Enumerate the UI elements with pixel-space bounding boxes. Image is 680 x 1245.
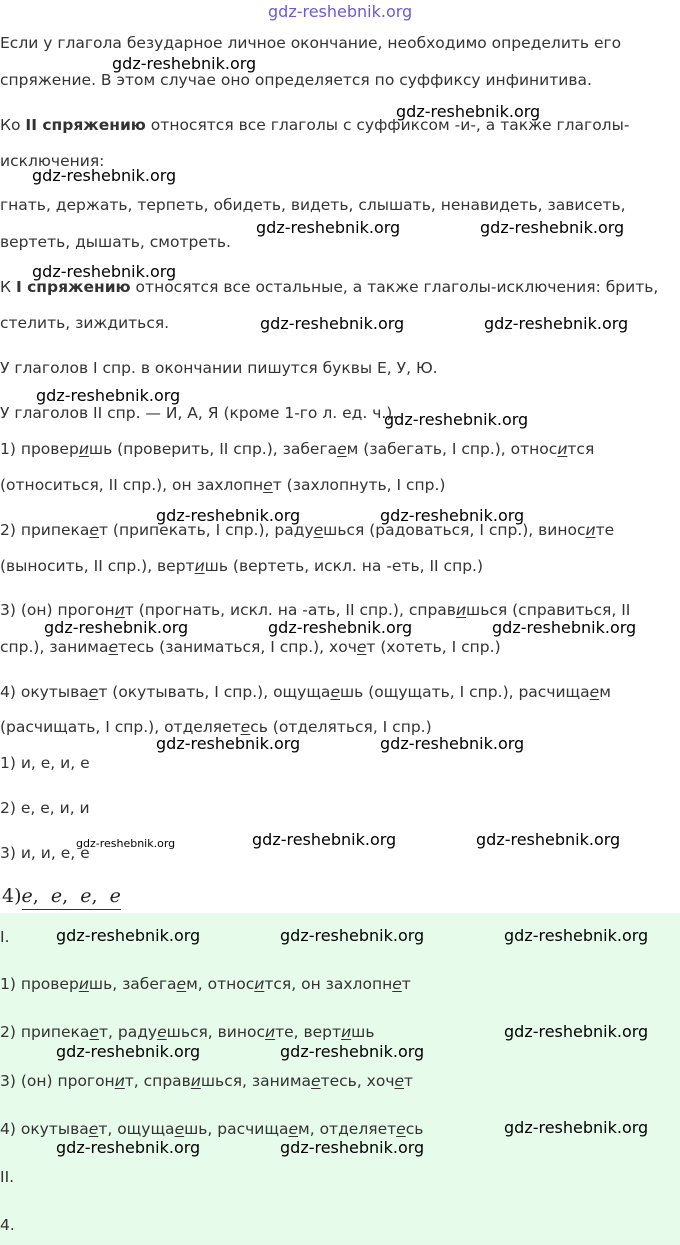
rule-paragraph-2-line-2: исключения: — [0, 152, 105, 170]
section-heading-ii: II. — [0, 1168, 15, 1186]
rule-paragraph-2: Ко II спряжению относятся все глаголы с суффиксом -и-, а также глаголы- — [0, 116, 630, 134]
watermark: gdz-reshebnik.org — [112, 54, 257, 73]
watermark: gdz-reshebnik.org — [156, 734, 301, 753]
section-heading-i: I. — [0, 928, 10, 946]
exception-list-line-2: вертеть, дышать, смотреть. — [0, 233, 231, 251]
answer-3: 3) и, и, е, е — [0, 844, 90, 862]
watermark: gdz-reshebnik.org — [56, 926, 201, 945]
example-1: 1) проверишь (проверить, II спр.), забегаем (забегать, I спр.), относится — [0, 440, 595, 458]
exception-list: гнать, держать, терпеть, обидеть, видеть, слышать, ненавидеть, зависеть, — [0, 196, 626, 214]
watermark: gdz-reshebnik.org — [32, 262, 177, 281]
watermark: gdz-reshebnik.org — [504, 926, 649, 945]
watermark: gdz-reshebnik.org — [36, 386, 181, 405]
rule-paragraph-4-line-2: стелить, зиждиться. — [0, 314, 170, 332]
watermark: gdz-reshebnik.org — [504, 1022, 649, 1041]
watermark-top: gdz-reshebnik.org — [268, 2, 413, 21]
example-3: 3) (он) прогонит (прогнать, искл. на -ать, II спр.), справишься (справиться, II — [0, 601, 631, 619]
rule-paragraph-1: Если у глагола безударное личное окончание, необходимо определить его — [0, 34, 622, 52]
watermark: gdz-reshebnik.org — [156, 506, 301, 525]
rule-paragraph-4: К I спряжению относятся все остальные, а также глаголы-исключения: брить, — [0, 278, 659, 296]
watermark: gdz-reshebnik.org — [484, 314, 629, 333]
watermark: gdz-reshebnik.org — [384, 410, 529, 429]
example-4: 4) окутывает (окутывать, I спр.), ощущаешь (ощущать, I спр.), расчищаем — [0, 683, 611, 701]
watermark: gdz-reshebnik.org — [44, 618, 189, 637]
example-4-line-2: (расчищать, I спр.), отделяетесь (отделяться, I спр.) — [0, 718, 432, 736]
watermark: gdz-reshebnik.org — [252, 830, 397, 849]
rule-paragraph-5: У глаголов I спр. в окончании пишутся буквы Е, У, Ю. — [0, 359, 438, 377]
watermark: gdz-reshebnik.org — [280, 926, 425, 945]
watermark: gdz-reshebnik.org — [56, 1138, 201, 1157]
watermark: gdz-reshebnik.org — [260, 314, 405, 333]
watermark: gdz-reshebnik.org — [504, 1118, 649, 1137]
example-2: 2) припекает (припекать, I спр.), радуешься (радоваться, I спр.), виносите — [0, 521, 615, 539]
watermark: gdz-reshebnik.org — [32, 166, 177, 185]
watermark: gdz-reshebnik.org — [492, 618, 637, 637]
example-2-line-2: (выносить, II спр.), вертишь (вертеть, искл. на -еть, II спр.) — [0, 557, 484, 575]
example-1-line-2: (относиться, II спр.), он захлопнет (захлопнуть, I спр.) — [0, 476, 446, 494]
answer-2: 2) е, е, и, и — [0, 799, 90, 817]
section-heading-4: 4. — [0, 1216, 15, 1234]
green-answer-3: 3) (он) прогонит, справишься, занимаетесь, хочет — [0, 1072, 414, 1090]
watermark: gdz-reshebnik.org — [268, 618, 413, 637]
watermark: gdz-reshebnik.org — [396, 102, 541, 121]
watermark: gdz-reshebnik.org — [56, 1042, 201, 1061]
answer-4: 4)е, е, е, е — [2, 885, 121, 910]
watermark: gdz-reshebnik.org — [256, 218, 401, 237]
watermark: gdz-reshebnik.org — [76, 837, 176, 850]
watermark: gdz-reshebnik.org — [476, 830, 621, 849]
rule-paragraph-1-line-2: спряжение. В этом случае оно определяется по суффиксу инфинитива. — [0, 71, 592, 89]
watermark: gdz-reshebnik.org — [380, 734, 525, 753]
watermark: gdz-reshebnik.org — [280, 1042, 425, 1061]
rule-paragraph-6: У глаголов II спр. — И, А, Я (кроме 1-го л. ед. ч.). — [0, 404, 398, 422]
green-answer-2: 2) припекает, радуешься, виносите, вертишь — [0, 1023, 375, 1041]
green-answer-4: 4) окутывает, ощущаешь, расчищаем, отделяетесь — [0, 1120, 424, 1138]
watermark: gdz-reshebnik.org — [480, 218, 625, 237]
watermark: gdz-reshebnik.org — [280, 1138, 425, 1157]
green-answer-1: 1) проверишь, забегаем, относится, он захлопнет — [0, 975, 411, 993]
example-3-line-2: спр.), занимаетесь (заниматься, I спр.), хочет (хотеть, I спр.) — [0, 638, 501, 656]
answer-1: 1) и, е, и, е — [0, 754, 90, 772]
watermark: gdz-reshebnik.org — [380, 506, 525, 525]
